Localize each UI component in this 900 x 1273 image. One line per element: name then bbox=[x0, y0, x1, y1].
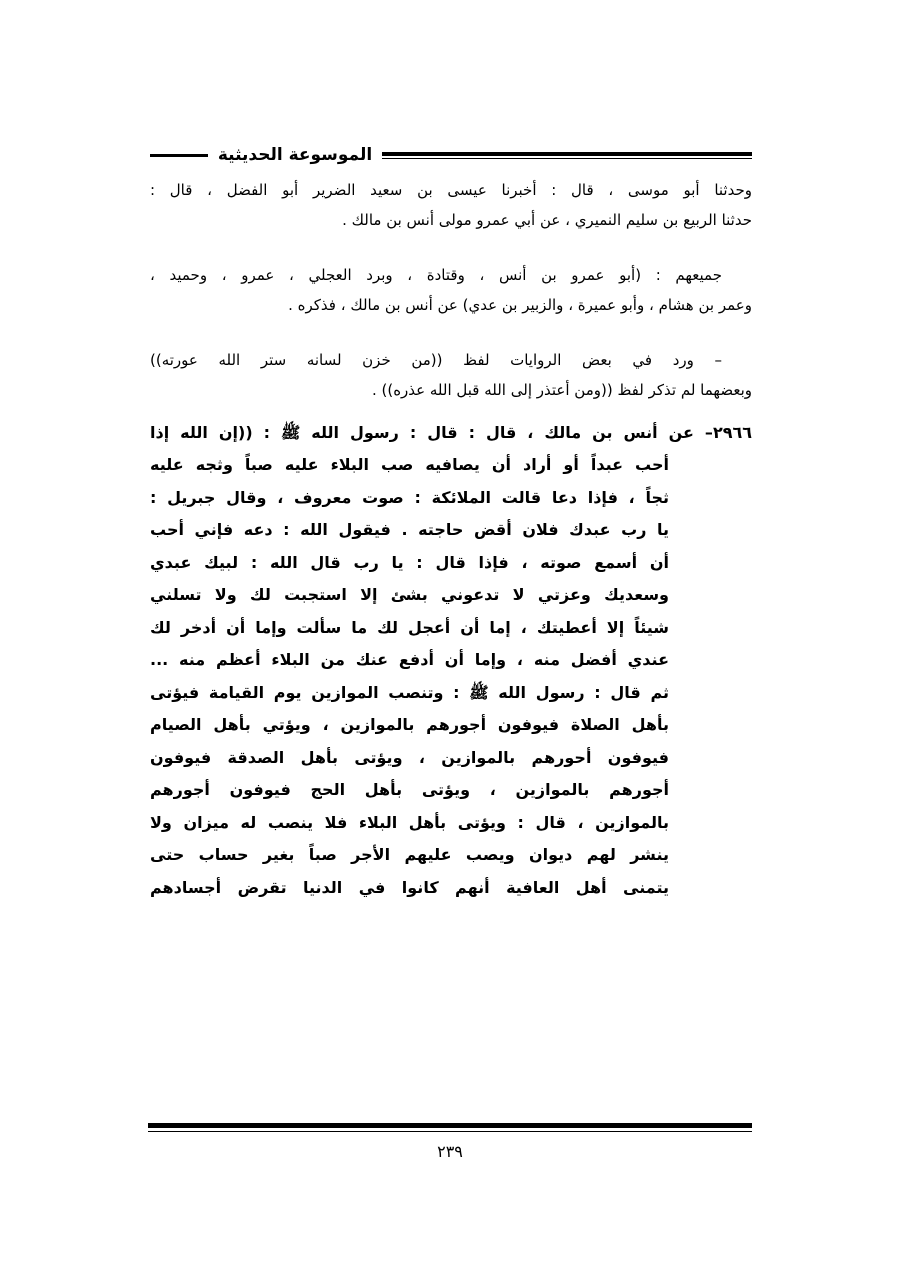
hadith-line: ثجاً ، فإذا دعا قالت الملائكة : صوت معروف ، وقال جبريل : bbox=[150, 487, 669, 507]
text-line: – ورد في بعض الروايات لفظ ((من خزن لسانه ستر الله عورته)) bbox=[150, 351, 722, 369]
hadith-text bbox=[150, 449, 669, 897]
hadith-line: أن أسمع صوته ، فإذا قال : يا رب قال الله : لبيك عبدي bbox=[150, 552, 669, 572]
hadith-line: ينشر لهم ديوان ويصب عليهم الأجر صباً بغير حساب حتى bbox=[150, 845, 669, 864]
hadith-line: وسعديك وعزتي لا تدعوني بشئ إلا استجبت لك ولا تسلني bbox=[150, 585, 669, 604]
text-line: جميعهم : (أبو عمرو بن أنس ، وقتادة ، وبرد العجلي ، عمرو ، وحميد ، bbox=[150, 266, 722, 284]
header-rule-left bbox=[150, 154, 208, 157]
paragraph-variant-note-first bbox=[150, 345, 722, 375]
page-number: ٢٣٩ bbox=[437, 1142, 463, 1161]
hadith-line: أحب عبداً أو أراد أن يصافيه صب البلاء عليه صباً وثجه عليه bbox=[150, 455, 669, 474]
hadith-line: شيئاً إلا أعطيتك ، إما أن أعجل لك ما سألت وإما أن أدخر لك bbox=[150, 617, 669, 637]
hadith-line: أجورهم بالموازين ، ويؤتى بأهل الحج فيوفون أجورهم bbox=[150, 780, 669, 799]
text-line: حدثنا الربيع بن سليم النميري ، عن أبي عمرو مولى أنس بن مالك . bbox=[342, 211, 752, 229]
hadith-line: بأهل الصلاة فيوفون أجورهم بالموازين ، ويؤتي بأهل الصيام bbox=[150, 715, 669, 734]
text-line: وحدثنا أبو موسى ، قال : أخبرنا عيسى بن سعيد الضرير أبو الفضل ، قال : bbox=[150, 181, 752, 199]
header-rule-right bbox=[382, 152, 752, 159]
text-line: وعمر بن هشام ، وأبو عميرة ، والزبير بن عدي) عن أنس بن مالك ، فذكره . bbox=[288, 296, 752, 314]
paragraph-narration-chain bbox=[150, 175, 752, 229]
text-line: وبعضهما لم تذكر لفظ ((ومن أعتذر إلى الله قبل الله عذره)) . bbox=[371, 381, 752, 399]
footer-rule bbox=[148, 1123, 752, 1132]
hadith-line: فيوفون أحورهم بالموازين ، ويؤتى بأهل الصدقة فيوفون bbox=[150, 747, 669, 767]
hadith-line: يا رب عبدك فلان أقض حاجته . فيقول الله : دعه فإني أحب bbox=[150, 520, 669, 539]
hadith-number-line: ٢٩٦٦– عن أنس بن مالك ، قال : قال : رسول الله ﷺ : ((إن الله إذا bbox=[150, 423, 752, 442]
page-header bbox=[150, 138, 752, 178]
hadith-line: عندي أفضل منه ، وإما أن أدفع عنك من البلاء أعظم منه ... bbox=[150, 650, 669, 669]
hadith-line: بالموازين ، قال : ويؤتى بأهل البلاء فلا ينصب له ميزان ولا bbox=[150, 812, 669, 832]
paragraph-variant-note-rest bbox=[150, 375, 752, 405]
hadith-line: يتمنى أهل العافية أنهم كانوا في الدنيا تقرض أجسادهم bbox=[150, 877, 669, 897]
hadith-line: ثم قال : رسول الله ﷺ : وتنصب الموازين يوم القيامة فيؤتى bbox=[150, 682, 669, 702]
paragraph-narrators-list-first bbox=[150, 260, 722, 290]
hadith-heading-line bbox=[150, 417, 752, 450]
paragraph-narrators-list-rest bbox=[150, 290, 752, 320]
running-title: الموسوعة الحديثية bbox=[217, 145, 373, 165]
